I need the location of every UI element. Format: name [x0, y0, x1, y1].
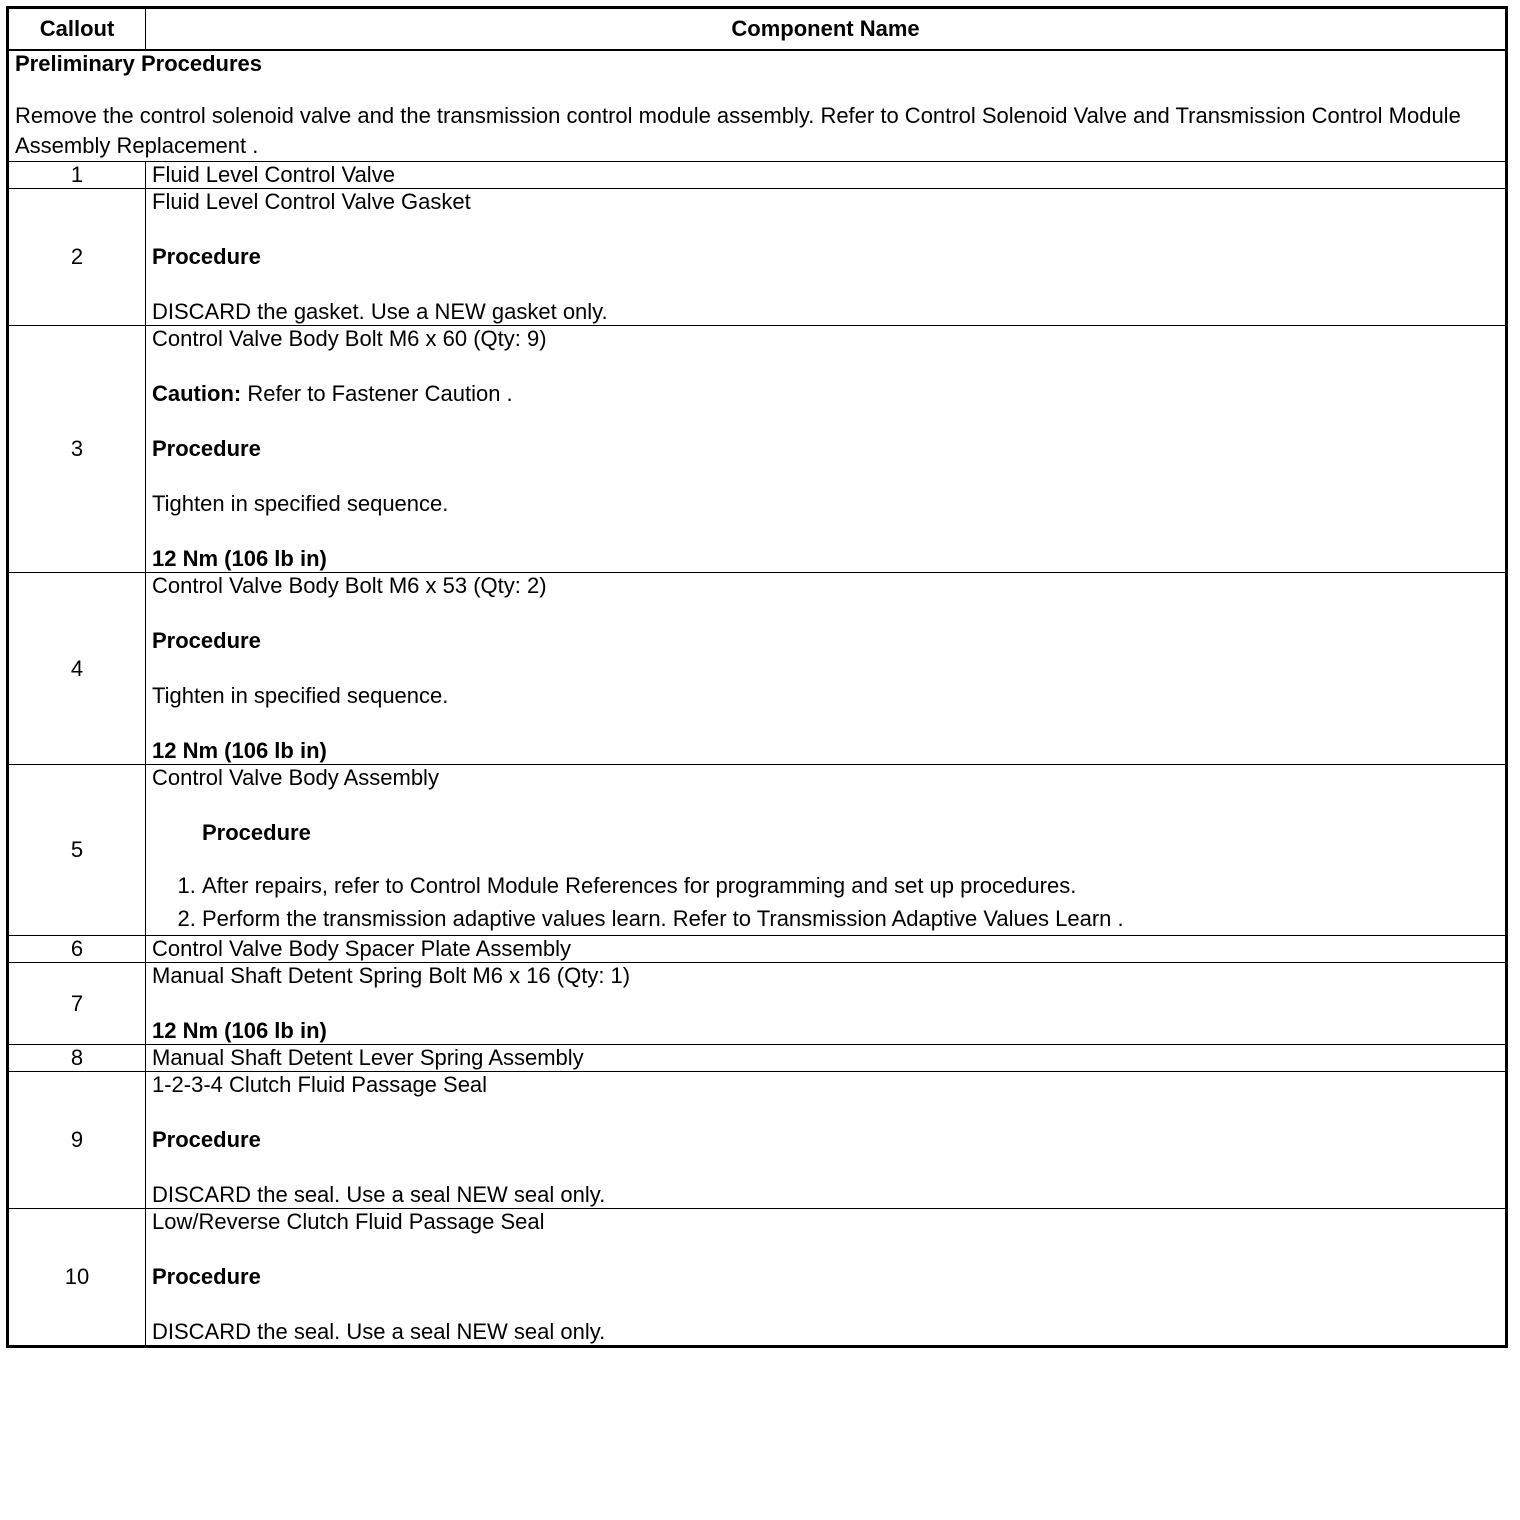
procedure-steps — [152, 869, 1499, 935]
component-name: 1-2-3-4 Clutch Fluid Passage Seal — [152, 1072, 488, 1097]
callout-number: 2 — [8, 189, 146, 326]
callout-number: 5 — [8, 765, 146, 936]
component-name: Fluid Level Control Valve — [152, 162, 395, 187]
procedure-text: DISCARD the seal. Use a seal NEW seal only. — [152, 1319, 606, 1344]
callout-number: 8 — [8, 1045, 146, 1072]
table-row — [8, 189, 1507, 326]
preliminary-title: Preliminary Procedures — [15, 51, 263, 76]
component-table — [6, 6, 1508, 1348]
table-row — [8, 963, 1507, 1045]
preliminary-text: Remove the control solenoid valve and the transmission control module assembly. Refer to Control Solenoid Valve and Transmission Control Module Assembly Replacement . — [15, 103, 1461, 158]
list-item: 2. Perform the transmission adaptive values learn. Refer to Transmission Adaptive Values Learn . — [202, 902, 1499, 935]
callout-number: 7 — [8, 963, 146, 1045]
procedure-text: Tighten in specified sequence. — [152, 491, 449, 516]
component-name: Fluid Level Control Valve Gasket — [152, 189, 471, 214]
component-name: Manual Shaft Detent Spring Bolt M6 x 16 (Qty: 1) — [152, 963, 631, 988]
procedure-heading: Procedure — [152, 628, 261, 653]
procedure-heading: Procedure — [152, 244, 261, 269]
header-row — [8, 8, 1507, 51]
header-callout: Callout — [8, 8, 146, 51]
procedure-text: DISCARD the seal. Use a seal NEW seal only. — [152, 1182, 606, 1207]
callout-number: 4 — [8, 573, 146, 765]
component-name: Control Valve Body Bolt M6 x 60 (Qty: 9) — [152, 326, 547, 351]
procedure-heading: Procedure — [152, 1264, 261, 1289]
procedure-text: DISCARD the gasket. Use a NEW gasket only. — [152, 299, 608, 324]
callout-number: 9 — [8, 1072, 146, 1209]
table-row — [8, 1209, 1507, 1347]
table-row — [8, 573, 1507, 765]
table-row — [8, 1045, 1507, 1072]
component-name: Control Valve Body Assembly — [152, 765, 439, 790]
procedure-heading: Procedure — [152, 1127, 261, 1152]
torque-spec: 12 Nm (106 lb in) — [152, 546, 327, 571]
caution-label: Caution: — [152, 381, 242, 406]
list-item: 1. After repairs, refer to Control Module References for programming and set up procedures. — [202, 869, 1499, 902]
procedure-text: Tighten in specified sequence. — [152, 683, 449, 708]
caution-note — [152, 381, 1499, 407]
component-name: Low/Reverse Clutch Fluid Passage Seal — [152, 1209, 545, 1234]
callout-number: 6 — [8, 936, 146, 963]
procedure-heading: Procedure — [202, 820, 311, 845]
caution-text: Refer to Fastener Caution . — [241, 381, 513, 406]
table-row — [8, 326, 1507, 573]
preliminary-row — [8, 50, 1507, 162]
table-row — [8, 765, 1507, 936]
callout-number: 10 — [8, 1209, 146, 1347]
procedure-heading: Procedure — [152, 436, 261, 461]
callout-number: 3 — [8, 326, 146, 573]
table-row — [8, 936, 1507, 963]
component-name: Manual Shaft Detent Lever Spring Assembly — [152, 1045, 584, 1070]
header-component-name: Component Name — [146, 8, 1507, 51]
table-row — [8, 162, 1507, 189]
component-name: Control Valve Body Bolt M6 x 53 (Qty: 2) — [152, 573, 547, 598]
torque-spec: 12 Nm (106 lb in) — [152, 1018, 327, 1043]
component-name: Control Valve Body Spacer Plate Assembly — [152, 936, 572, 961]
callout-number: 1 — [8, 162, 146, 189]
torque-spec: 12 Nm (106 lb in) — [152, 738, 327, 763]
table-row — [8, 1072, 1507, 1209]
